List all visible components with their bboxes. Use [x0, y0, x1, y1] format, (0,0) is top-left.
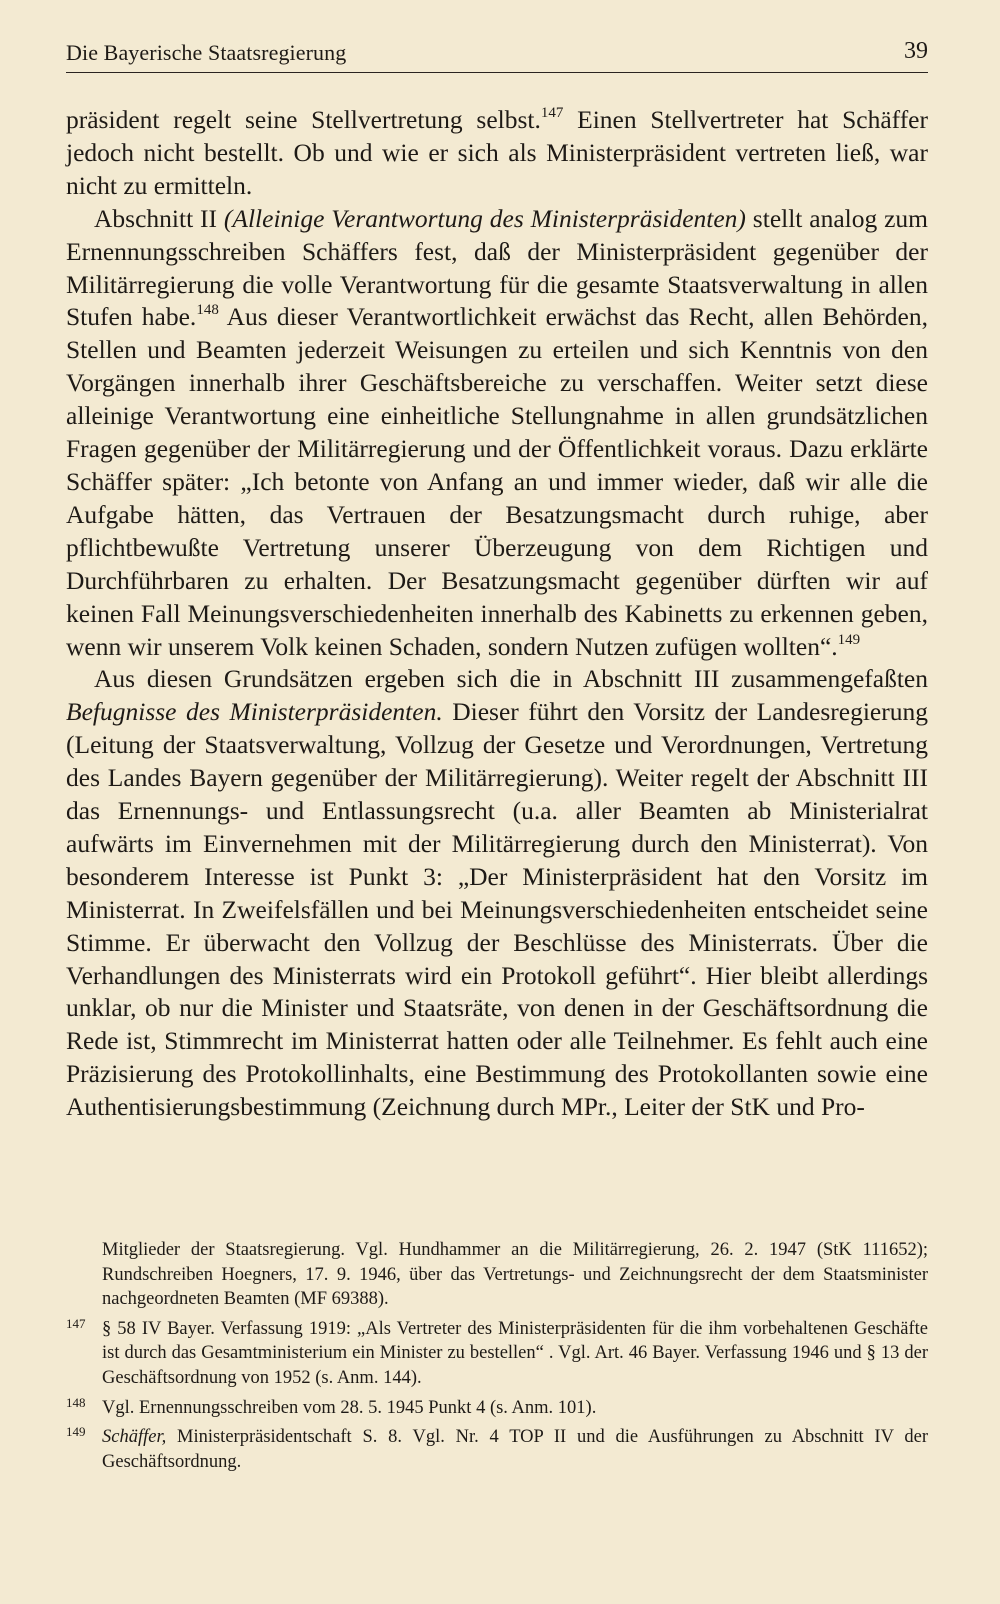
running-header-title: Die Bayerische Staatsregierung — [66, 40, 347, 65]
paragraph-2-text-a: Abschnitt II — [94, 203, 224, 233]
footnote-149 — [66, 1425, 928, 1474]
footnote-147 — [66, 1317, 928, 1391]
footnote-author: Schäffer, — [102, 1427, 167, 1448]
paragraph-3-emphasis: Befugnisse des Ministerpräsidenten. — [66, 697, 443, 727]
paragraph-3-text-b: Dieser führt den Vorsitz der Landesregierung (Leitung der Staatsverwaltung, Vollzug der Gesetze und Verordnungen, Vertretung des Landes Bayern gegenüber der Militärregierung). Weiter regelt der Abschnitt III das Ernennungs- und Entlassungsrecht (u.a. aller Beamten ab Ministerialrat aufwärts im Einvernehmen mit der Militärregierung durch den Ministerrat). Von besonderem Interesse ist Punkt 3: „Der Ministerpräsident hat den Vorsitz im Ministerrat. In Zweifelsfällen und bei Meinungsverschiedenheiten entscheidet seine Stimme. Er überwacht den Vollzug der Beschlüsse des Ministerrats. Über die Verhandlungen des Ministerrats wird ein Protokoll geführt“. Hier bleibt allerdings unklar, ob nur die Minister und Staatsräte, von denen in der Geschäftsordnung die Rede ist, Stimmrecht im Ministerrat hatten oder alle Teilnehmer. Es fehlt auch eine Präzisierung des Protokollinhalts, eine Bestimmung des Protokollanten sowie eine Authentisierungsbestimmung (Zeichnung durch MPr., Leiter der StK und Pro- — [66, 697, 928, 1122]
footnote-continuation: Mitglieder der Staatsregierung. Vgl. Hundhammer an die Militärregierung, 26. 2. 1947 (StK 111652); Rundschreiben Hoegners, 17. 9. 1946, über das Vertretungs- und Zeichnungsrecht der dem Staatsminister nachgeordneten Beamten (MF 69388). — [102, 1240, 928, 1310]
paragraph-2-text-b: stellt analog zum Ernennungsschreiben Schäffers fest, daß der Ministerpräsident gegenüber der Militärregierung die volle Verantwortung für die gesamte Staatsverwaltung in allen Stufen habe. — [66, 203, 928, 332]
paragraph-3 — [66, 663, 928, 1124]
footnotes — [66, 1238, 928, 1479]
footnote-number: 147 — [66, 1315, 86, 1331]
footnote-number: 149 — [66, 1424, 86, 1440]
footnote-148 — [66, 1396, 928, 1421]
paragraph-2-text-c: Aus dieser Verantwortlichkeit erwächst das Recht, allen Behörden, Stellen und Beamten jederzeit Weisungen zu erteilen und sich Kenntnis von den Vorgängen innerhalb ihrer Geschäftsbereiche zu verschaffen. Weiter setzt diese alleinige Verantwortung eine einheitliche Stellungnahme in allen grundsätzlichen Fragen gegenüber der Militärregierung und der Öffentlichkeit voraus. Dazu erklärte Schäffer später: „Ich betonte von Anfang an und immer wieder, daß wir alle die Aufgabe hätten, das Vertrauen der Besatzungsmacht durch ruhige, aber pflichtbewußte Vertretung unserer Überzeugung von dem Richtigen und Durchführbaren zu erhalten. Der Besatzungsmacht gegenüber dürften wir auf keinen Fall Meinungsverschiedenheiten innerhalb des Kabinetts zu erkennen geben, wenn wir unserem Volk keinen Schaden, sondern Nutzen zufügen wollten“. — [66, 302, 928, 661]
footnote-text: Ministerpräsidentschaft S. 8. Vgl. Nr. 4 TOP II und die Ausführungen zu Abschnitt IV der Geschäftsordnung. — [102, 1427, 928, 1472]
page-number: 39 — [904, 38, 928, 64]
running-header — [66, 38, 928, 73]
footnote-text: § 58 IV Bayer. Verfassung 1919: „Als Vertreter des Ministerpräsidenten für die ihm vorbehaltenen Geschäfte ist durch das Gesamtministerium ein Minister zu bestellen“ . Vgl. Art. 46 Bayer. Verfassung 1946 und § 13 der Geschäftsordnung von 1952 (s. Anm. 144). — [102, 1318, 928, 1388]
paragraph-1 — [66, 104, 928, 203]
footnote-text: Vgl. Ernennungsschreiben vom 28. 5. 1945 Punkt 4 (s. Anm. 101). — [102, 1397, 597, 1418]
paragraph-2-emphasis: (Alleinige Verantwortung des Ministerpräsidenten) — [223, 203, 746, 233]
paragraph-1-text-a: präsident regelt seine Stellvertretung selbst. — [66, 105, 541, 134]
footnote-ref-148: 148 — [196, 302, 219, 319]
paragraph-1-text-b: Einen Stellvertreter hat Schäffer jedoch nicht bestellt. Ob und wie er sich als Ministerpräsident vertreten ließ, war nicht zu ermitteln. — [66, 105, 928, 200]
body-text — [66, 104, 928, 1124]
footnote-ref-147: 147 — [540, 105, 564, 121]
paragraph-3-text-a: Aus diesen Grundsätzen ergeben sich die in Abschnitt III zusammengefaßten — [94, 664, 928, 694]
paragraph-2 — [66, 203, 928, 664]
footnote-number: 148 — [66, 1394, 86, 1410]
footnote-ref-149: 149 — [837, 631, 861, 648]
